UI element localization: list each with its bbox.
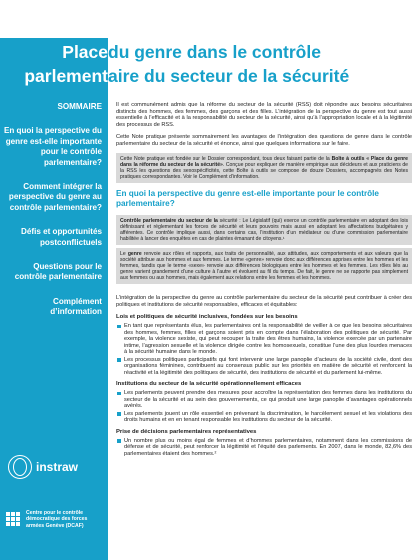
toc-item-further-info[interactable]: Complément d’information [50,296,102,317]
list-item: Les parlements peuvent prendre des mesures pour accroître la représentation des femmes dans les institutions du secteur de la sécurité et au sein des gouvernements, ce qui produit une large panoplie d’avantages opérationnels avérés. [116,390,412,410]
note-text-a: Cette Note pratique est fondée sur le Dossier correspondant, tous deux faisant partie de la [120,156,332,162]
toc-item-integration[interactable]: Comment intégrer la perspective du genre au contrôle parlementaire? [8,182,102,212]
title-band [0,0,420,100]
page-title-line-2 [0,66,410,86]
sidebar [0,100,108,560]
main-content [116,102,412,462]
definition-box-gender [116,248,412,284]
toc-item-challenges[interactable]: Défis et opportunités postconflictuels [21,227,102,247]
list-effective-institutions [116,390,412,424]
dcaf-name: Centre pour le contrôle démocratique des forces armées Genève (DCAF) [26,510,88,529]
logos [0,450,108,560]
list-item: Un nombre plus ou moins égal de femmes et d’hommes parlementaires, notamment dans les commissions de défense et de sécurité, peut renforcer la légitimité et l’équité des parlements. En 2007, dans le monde, 82,6% des parlementaires étaient des hommes.² [116,438,412,458]
title-line-2-right: aire du secteur de la sécurité [108,66,350,86]
list-item: Les processus politiques participatifs qui font intervenir une large panoplie d’acteurs de la société civile, dont des organisations féminines, contribuent au consensus public sur les priorités en matière de sécurité et renforcent la réactivité et la légitimité des politiques de sécurité, des institutions de sécurité et du parlement lui-même. [116,357,412,377]
subheading-representative-decisions: Prise de décisions parlementaires représentatives [116,428,257,435]
note-box [116,153,412,183]
table-of-contents [2,100,102,318]
section2-intro: L’intégration de la perspective du genre au contrôle parlementaire du secteur de la sécurité peut contribuer à créer des politiques et institutions de sécurité responsables, efficaces et équitables: [116,295,412,308]
definition-oversight-text [120,218,408,242]
list-inclusive-laws [116,323,412,376]
intro-paragraph-1: Il est communément admis que la réforme du secteur de la sécurité (RSS) doit répondre aux besoins sécuritaires distincts des hommes, des femmes, des garçons et des filles. L’intégration de la perspective du genre est tout aussi essentielle à l’efficacité et à la responsabilité du secteur de la sécurité, ainsi qu’à l’appropriation locale et à la légitimité des processus de RSS. [116,102,412,128]
instraw-wordmark: instraw [36,460,79,474]
note-text-bold: Boîte à outils « Place du genre dans la réforme du secteur de la sécurité» [120,156,408,168]
title-line-1-right: du genre dans le contrôle [108,42,321,62]
section-heading-importance: En quoi la perspective du genre est-elle importante pour le contrôle parlementaire? [116,189,379,208]
definition-oversight-term: Contrôle parlementaire du secteur de la [120,218,218,224]
toc-item-importance[interactable]: En quoi la perspective du genre est-elle importante pour le contrôle parlementaire? [3,126,102,167]
instraw-logo [8,455,78,479]
intro-paragraph-2: Cette Note pratique présente sommairement les avantages de l’intégration des questions de genre dans le contrôle parlementaire du secteur de la sécurité et énonce, ainsi que quelques informations sur le faire. [116,134,412,147]
subheading-inclusive-laws: Lois et politiques de sécurité inclusives, fondées sur les besoins [116,314,298,320]
title-line-1-left: Place [62,42,108,62]
un-globe-icon [8,455,32,479]
dcaf-logo-icon [6,512,20,526]
definition-gender-text [120,251,408,281]
note-text [120,156,408,180]
toc-heading: SOMMAIRE [57,102,102,111]
definition-box-oversight [116,215,412,245]
definition-oversight-body: sécurité : Le Législatif (qui) exerce un contrôle parlementaire en adoptant des lois définissant et réglementant les forces de sécurité et leurs pouvoirs mais aussi en adoptant les affectations budgétaires y afférentes. Ce contrôle implique aussi, dans certains cas, l’institution d’un médiateur ou d’une commission parlementaire habilitée à lancer des enquêtes en cas de plaintes émanant de citoyens.¹ [120,218,408,242]
definition-gender-prefix: Le [120,251,128,257]
page-title-line-1 [0,42,410,62]
note-text-b: . Conçue pour expliquer de manière empirique aux décideurs et aux praticiens de la RSS les questions des sexospécificités, cette Boîte à outils se compose de douze Dossiers, accompagnés des Notes pratiques correspondantes. Voir le Complément d’information. [120,162,408,180]
list-item: En tant que représentants élus, les parlementaires ont la responsabilité de veiller à ce que les besoins sécuritaires des hommes, femmes, filles et garçons soient pris en compte dans l’élaboration des politiques de sécurité. Par exemple, la violence sexiste, qui peut recouper la traite des êtres humains, la violence exercée par un partenaire intime, l’agression sexuelle et la violence dirigée contre les homosexuels, constitue l’une des plus lourdes menaces à la sécurité humaine dans le monde. [116,323,412,356]
definition-gender-term: genre [127,251,142,257]
toc-item-questions[interactable]: Questions pour le contrôle parlementaire [14,262,102,282]
list-item: Les parlements jouent un rôle essentiel en prévenant la discrimination, le harcèlement sexuel et les violations des droits humains et en en tenant responsable les institutions du secteur de la sécurité. [116,411,412,424]
list-representative-decisions [116,438,412,458]
title-line-2-left: parlement [24,66,108,86]
subheading-effective-institutions: Institutions du secteur de la sécurité opérationnellement efficaces [116,381,302,387]
definition-gender-body: renvoie aux rôles et rapports, aux traits de personnalité, aux attitudes, aux comportements et aux valeurs que la société attribue aux hommes et aux femmes. Le terme «genre» renvoie donc aux différences apprises entre les hommes et les femmes, tandis que le terme «sexe» renvoie aux différences biologiques entre les hommes et les femmes. Les rôles liés au genre varient grandement d’une culture à l’autre et évoluent au fil du temps. De fait, le genre ne se rapporte pas simplement aux femmes ou aux hommes, mais également aux relations entre les femmes et les hommes. [120,251,408,281]
